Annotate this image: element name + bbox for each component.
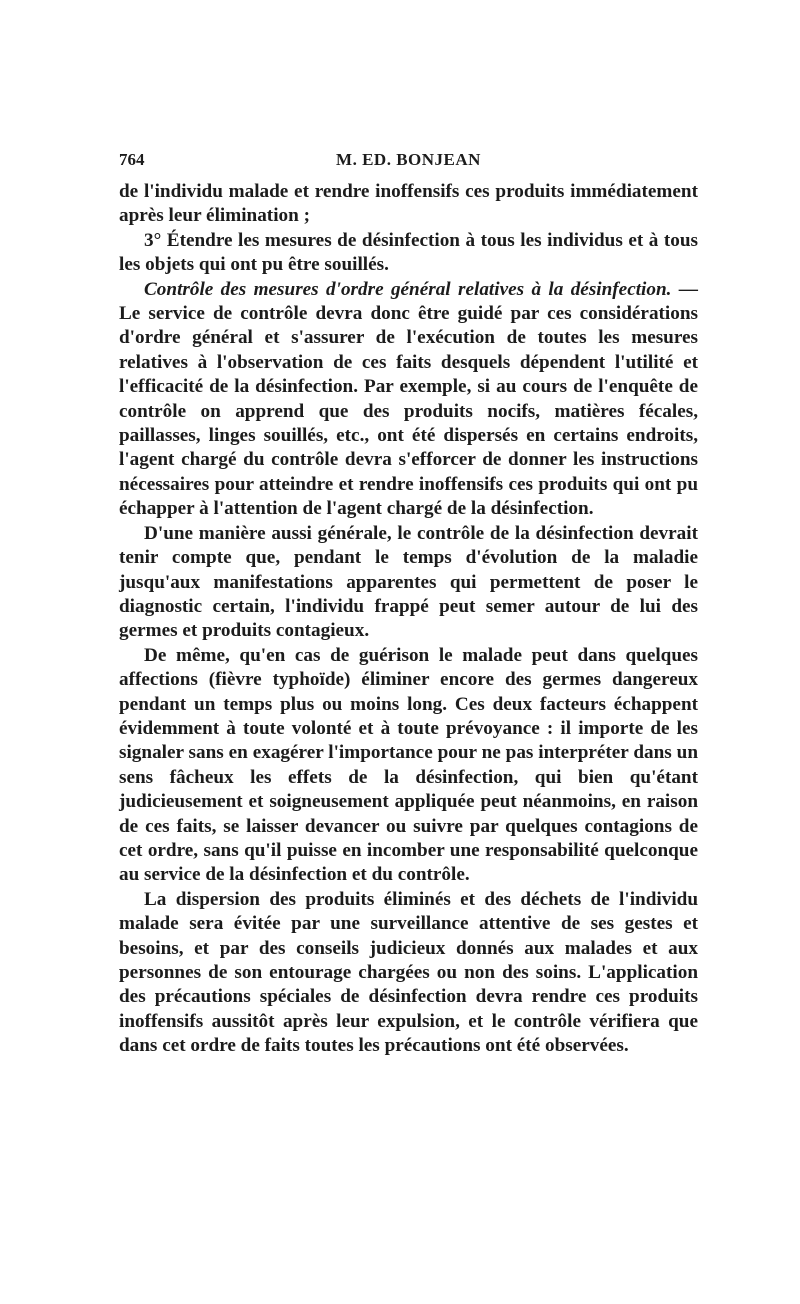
book-page	[119, 150, 698, 1059]
paragraph-item-3: 3° Étendre les mesures de désinfection à tous les individus et à tous les objets qui ont pu être souillés.	[119, 229, 698, 276]
running-title: M. ED. BONJEAN	[336, 150, 481, 169]
section-text: Le service de contrôle devra donc être guidé par ces considérations d'ordre général et s'assurer de l'exécution de toutes les mesures relatives à l'observation de ces faits desquels dépendent l'utilité et l'efficacité de la désinfection. Par exemple, si au cours de l'enquête de contrôle on apprend que des produits nocifs, matières fécales, paillasses, linges souillés, etc., ont été dispersés en certains endroits, l'agent chargé du contrôle devra s'efforcer de donner les instructions nécessaires pour atteindre et rendre inoffensifs ces produits qui ont pu échapper à l'attention de l'agent chargé de la désinfection.	[119, 303, 698, 520]
section-dash: —	[671, 278, 698, 300]
page-header	[119, 150, 698, 180]
body-text	[119, 180, 698, 1059]
paragraph: De même, qu'en cas de guérison le malade peut dans quelques affections (fièvre typhoïde) éliminer encore des germes dangereux pendant un temps plus ou moins long. Ces deux facteurs échappent évidemment à toute volonté et à toute prévoyance : il importe de les signaler sans en exagérer l'importance pour ne pas interpréter dans un sens fâcheux les effets de la désinfection, qui bien qu'étant judicieusement et soigneusement appliquée peut néanmoins, en raison de ces faits, se laisser devancer ou suivre par quelques contagions de cet ordre, sans qu'il puisse en incomber une responsabilité quelconque au service de la désinfection et du contrôle.	[119, 644, 698, 886]
paragraph-continuation: de l'individu malade et rendre inoffensifs ces produits immédiatement après leur élimination ;	[119, 181, 698, 227]
paragraph: La dispersion des produits éliminés et des déchets de l'individu malade sera évitée par une surveillance attentive de ses gestes et besoins, et par des conseils judicieux donnés aux malades et aux personnes de son entourage chargées ou non des soins. L'application des précautions spéciales de désinfection devra rendre ces produits inoffensifs aussitôt après leur expulsion, et le contrôle vérifiera que dans cet ordre de faits toutes les précautions ont été observées.	[119, 888, 698, 1057]
page-number: 764	[119, 150, 145, 169]
paragraph: D'une manière aussi générale, le contrôle de la désinfection devrait tenir compte que, pendant le temps d'évolution de la maladie jusqu'aux manifestations apparentes qui permettent de poser le diagnostic certain, l'individu frappé peut semer autour de lui des germes et produits contagieux.	[119, 522, 698, 642]
paragraph-section	[119, 278, 698, 522]
section-heading: Contrôle des mesures d'ordre général relatives à la désinfection.	[144, 278, 672, 300]
